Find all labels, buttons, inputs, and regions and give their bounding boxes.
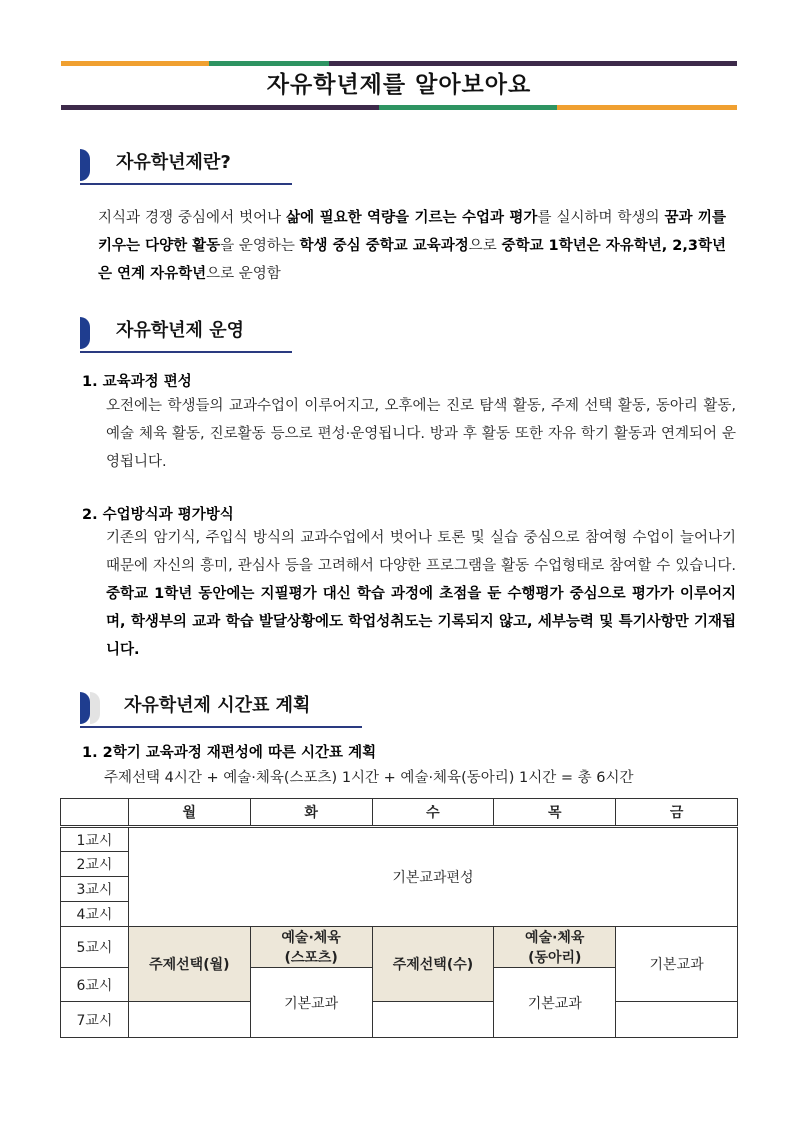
morning-block: 기본교과편성	[128, 827, 737, 927]
section-heading-label: 자유학년제 시간표 계획	[124, 695, 311, 716]
period-label: 1교시	[61, 827, 129, 852]
day-header: 금	[616, 799, 738, 827]
period-label: 6교시	[61, 968, 129, 1002]
period-label: 2교시	[61, 852, 129, 877]
period-label: 3교시	[61, 877, 129, 902]
section-heading-label: 자유학년제란?	[116, 152, 231, 173]
schedule-formula: 주제선택 4시간 + 예술·체육(스포츠) 1시간 + 예술·체육(동아리) 1시간 = 총 6시간	[104, 770, 634, 786]
day-header: 월	[128, 799, 250, 827]
section-heading-intro	[80, 145, 292, 185]
timetable-header-row	[61, 799, 738, 827]
cell-thu-arts: 예술·체육 (동아리)	[494, 927, 616, 968]
page-title: 자유학년제를 알아보아요	[266, 72, 532, 98]
day-header: 수	[372, 799, 494, 827]
empty-cell	[616, 1002, 738, 1038]
intro-paragraph: 지식과 경쟁 중심에서 벗어나 삶에 필요한 역량을 기르는 수업과 평가를 실시하며 학생의 꿈과 끼를 키우는 다양한 활동을 운영하는 학생 중심 중학교 교육과정으로 중학교 1학년은 자유학년, 2,3학년은 연계 자유학년으로 운영함	[98, 210, 727, 282]
empty-cell	[372, 1002, 494, 1038]
cell-thu-base: 기본교과	[494, 968, 616, 1038]
title-bottom-bar	[61, 105, 737, 110]
empty-cell	[128, 1002, 250, 1038]
day-header: 목	[494, 799, 616, 827]
operation-item-2-title: 2. 수업방식과 평가방식	[82, 507, 234, 523]
corner-cell	[61, 799, 129, 827]
schedule-item-title: 1. 2학기 교육과정 재편성에 따른 시간표 계획	[82, 745, 377, 761]
cell-tue-base: 기본교과	[250, 968, 372, 1038]
timetable	[60, 798, 738, 1038]
operation-item-1-body: 오전에는 학생들의 교과수업이 이루어지고, 오후에는 진로 탐색 활동, 주제 선택 활동, 동아리 활동, 예술 체육 활동, 진로활동 등으로 편성·운영됩니다. 방과 후 활동 또한 자유 학기 활동과 연계되어 운영됩니다.	[106, 398, 736, 470]
operation-item-1-title: 1. 교육과정 편성	[82, 374, 192, 390]
cell-fri-base: 기본교과	[616, 927, 738, 1002]
operation-item-2-body: 기존의 암기식, 주입식 방식의 교과수업에서 벗어나 토론 및 실습 중심으로 참여형 수업이 늘어나기 때문에 자신의 흥미, 관심사 등을 고려해서 다양한 프로그램을 활동 수업형태로 참여할 수 있습니다. 중학교 1학년 동안에는 지필평가 대신 학습 과정에 초점을 둔 수행평가 중심으로 평가가 이루어지며, 학생부의 교과 학습 발달상황에도 학업성취도는 기록되지 않고, 세부능력 및 특기사항만 기재됩니다.	[106, 530, 736, 658]
cell-wed-topic: 주제선택(수)	[372, 927, 494, 1002]
section-heading-operation	[80, 313, 292, 353]
section-heading-label: 자유학년제 운영	[116, 320, 244, 341]
cell-tue-arts: 예술·체육 (스포츠)	[250, 927, 372, 968]
period-label: 5교시	[61, 927, 129, 968]
day-header: 화	[250, 799, 372, 827]
section-heading-schedule	[80, 688, 362, 728]
cell-mon-topic: 주제선택(월)	[128, 927, 250, 1002]
period-label: 7교시	[61, 1002, 129, 1038]
period-label: 4교시	[61, 902, 129, 927]
